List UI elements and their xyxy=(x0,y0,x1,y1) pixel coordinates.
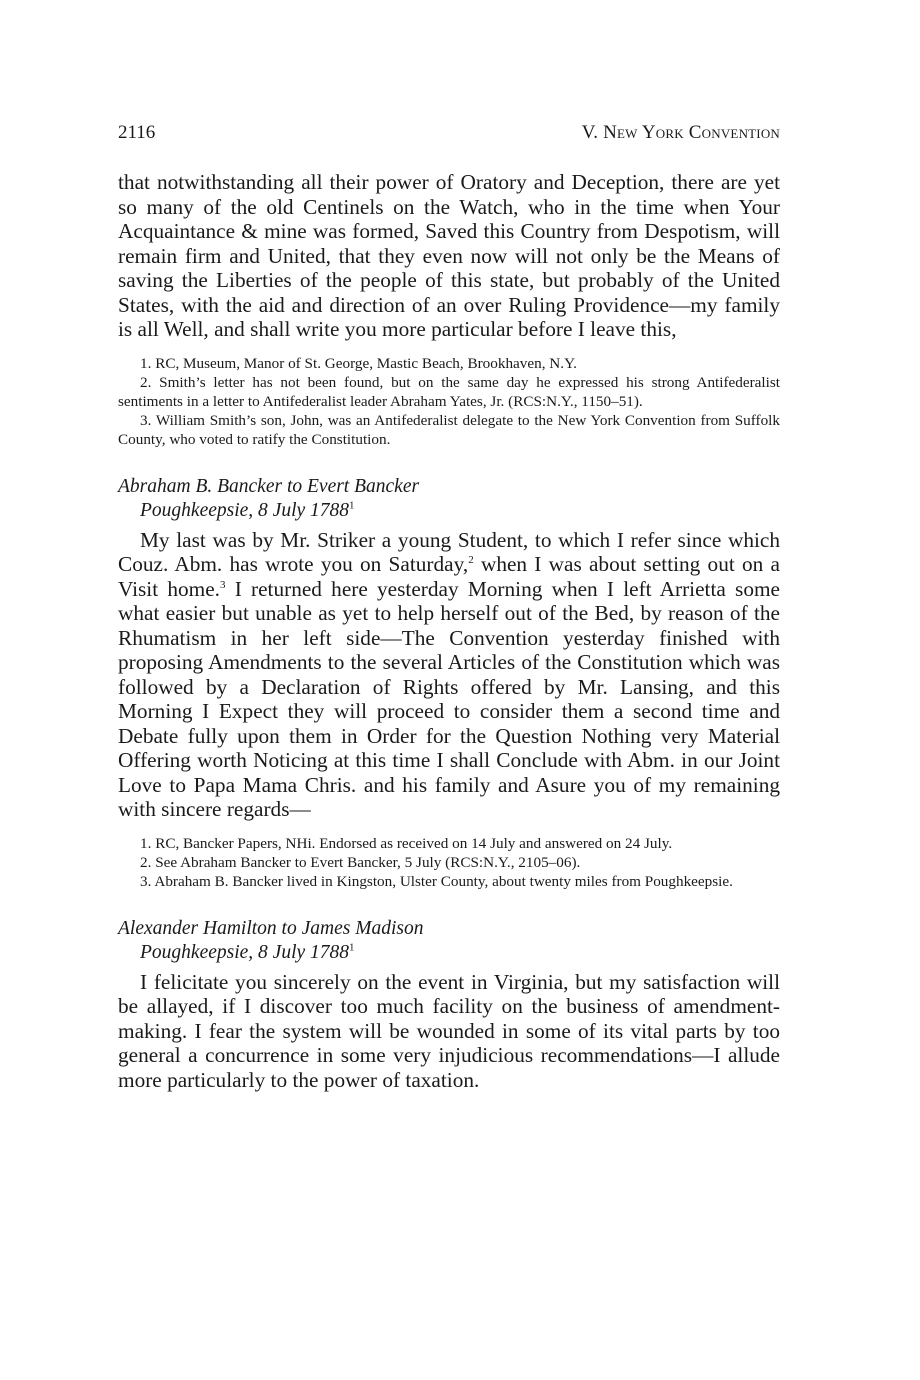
footnote: 3. William Smith’s son, John, was an Antifederalist delegate to the New York Convention from Suffolk County, who voted to ratify the Constitution. xyxy=(118,411,780,448)
body-text-part: when I was about setting out on a Visit home. xyxy=(118,552,780,601)
letter-dateline xyxy=(140,499,780,523)
page-number: 2116 xyxy=(118,122,156,143)
letter-title: Alexander Hamilton to James Madison xyxy=(118,917,424,939)
running-header xyxy=(118,122,780,144)
letter-dateline xyxy=(140,941,780,965)
dateline-text: Poughkeepsie, 8 July 1788 xyxy=(140,499,350,521)
footnote: 1. RC, Museum, Manor of St. George, Mastic Beach, Brookhaven, N.Y. xyxy=(140,354,577,372)
continuation-notes xyxy=(118,354,780,449)
continuation-paragraph: that notwithstanding all their power of Oratory and Deception, there are yet so many of the old Centinels on the Watch, who in the time when Your Acquaintance & mine was formed, Saved this Country from Despotism, will remain firm and United, that they even now will not only be the Means of saving the Liberties of the people of this state, but probably of the United States, with the aid and direction of an over Ruling Providence—my family is all Well, and shall write you more particular before I leave this, xyxy=(118,170,780,341)
footnote: 3. Abraham B. Bancker lived in Kingston, Ulster County, about twenty miles from Poughkeepsie. xyxy=(140,872,733,890)
footnote-ref: 1 xyxy=(349,499,355,511)
letter-heading xyxy=(118,917,780,965)
footnote: 1. RC, Bancker Papers, NHi. Endorsed as received on 14 July and answered on 24 July. xyxy=(140,834,673,852)
letter-bancker xyxy=(118,475,780,891)
letter-continuation xyxy=(118,170,780,449)
running-title: V. New York Convention xyxy=(581,122,780,143)
letter-body xyxy=(118,528,780,822)
letter-heading xyxy=(118,475,780,523)
footnote: 2. See Abraham Bancker to Evert Bancker, 5 July (RCS:N.Y., 2105–06). xyxy=(140,853,581,871)
body-text-part: My last was by Mr. Striker a young Student, to which I refer since which Couz. Abm. has wrote you on Saturday, xyxy=(118,527,780,576)
footnote-ref: 1 xyxy=(349,941,355,953)
footnote-ref: 2 xyxy=(468,553,474,566)
letter-hamilton xyxy=(118,917,780,1093)
footnote-ref: 3 xyxy=(220,578,226,591)
letter-body: I felicitate you sincerely on the event in Virginia, but my satisfaction will be allayed, if I discover too much facility on the business of amendment-making. I fear the system will be wounded in some of its vital parts by too general a concurrence in some very injudicious recommendations—I allude more particularly to the power of taxation. xyxy=(118,969,780,1092)
dateline-text: Poughkeepsie, 8 July 1788 xyxy=(140,941,350,963)
footnote: 2. Smith’s letter has not been found, but on the same day he expressed his strong Antifederalist sentiments in a letter to Antifederalist leader Abraham Yates, Jr. (RCS:N.Y., 1150–51). xyxy=(118,373,780,410)
body-text-part: I returned here yesterday Morning when I left Arrietta some what easier but unable as yet to help herself out of the Bed, by reason of the Rhumatism in her left side—The Convention yesterday finished with proposing Amendments to the several Articles of the Constitution which was followed by a Declaration of Rights offered by Mr. Lansing, and this Morning I Expect they will proceed to consider them a second time and Debate fully upon them in Order for the Question Nothing very Material Offering worth Noticing at this time I shall Conclude with Abm. in our Joint Love to Papa Mama Chris. and his family and Asure you of my remaining with sincere regards— xyxy=(118,576,781,821)
document-page xyxy=(118,122,780,1092)
letter-title: Abraham B. Bancker to Evert Bancker xyxy=(118,475,420,497)
bancker-notes xyxy=(118,834,780,891)
